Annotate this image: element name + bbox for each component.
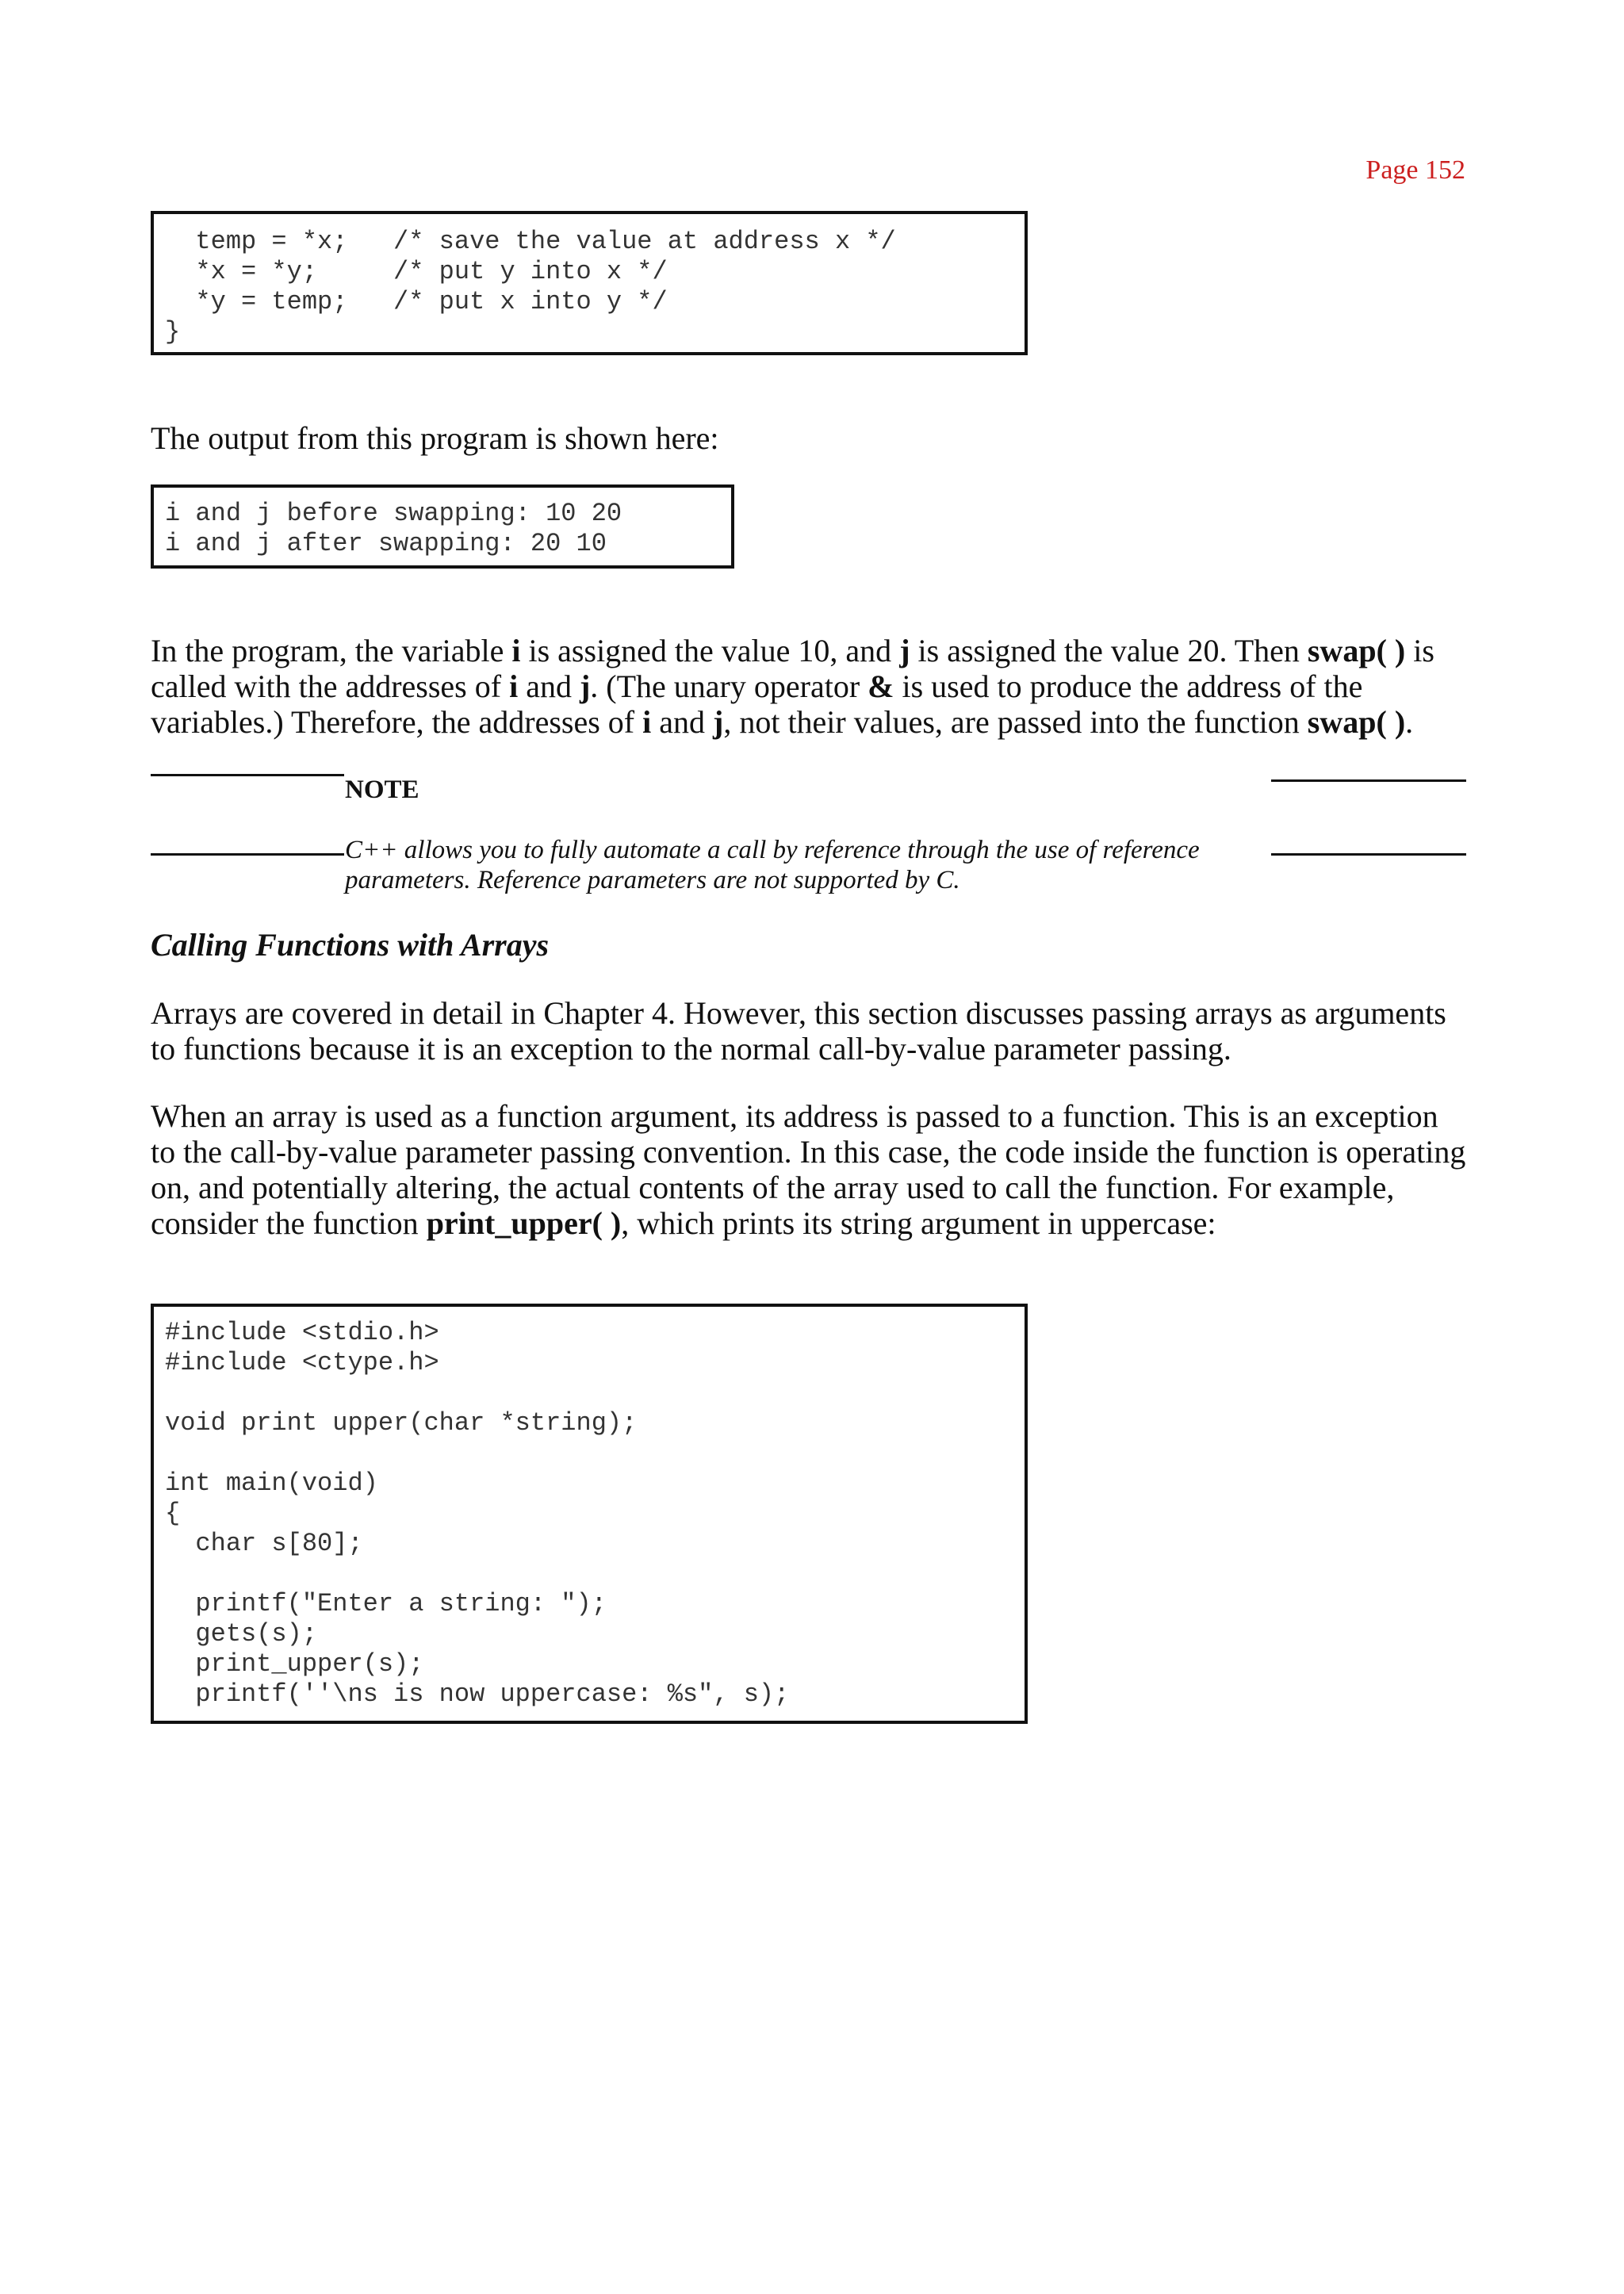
program-output-block: [151, 484, 734, 569]
text-run: , which prints its string argument in uppercase:: [621, 1205, 1216, 1241]
text-run: is assigned the value 20. Then: [910, 633, 1308, 668]
var-i: i: [642, 704, 652, 740]
text-run: .: [1405, 704, 1414, 740]
text-run: . (The unary operator: [590, 668, 868, 704]
func-swap: swap( ): [1307, 704, 1406, 740]
arrays-paragraph: Arrays are covered in detail in Chapter 4. However, this section discusses passing arrays as arguments to functions because it is an exception to the normal call-by-value parameter passing.: [151, 995, 1446, 1067]
func-swap: swap( ): [1307, 633, 1406, 668]
text-run: In the program, the variable: [151, 633, 512, 668]
var-i: i: [509, 668, 519, 704]
operator-ampersand: &: [868, 668, 894, 704]
code-lines: #include <stdio.h> #include <ctype.h> void print upper(char *string); int main(void) { char s[80]; printf("Enter a string: "); gets(s); print_upper(s); printf(''\ns is now uppercase: %s", s);: [165, 1318, 790, 1709]
note-text: C++ allows you to fully automate a call by reference through the use of reference parameters. Reference parameters are not supported by C.: [345, 836, 1200, 894]
section-heading: Calling Functions with Arrays: [151, 927, 550, 963]
code-block-print-upper: [151, 1304, 1028, 1724]
text-run: is assigned the value 10, and: [520, 633, 900, 668]
var-j: j: [579, 668, 591, 704]
func-print-upper: print_upper( ): [426, 1205, 622, 1241]
var-j: j: [899, 633, 910, 668]
note-rule-top-right: [1271, 779, 1466, 782]
array-argument-paragraph: [151, 1098, 1467, 1241]
text-run: , not their values, are passed into the function: [723, 704, 1308, 740]
note-label: NOTE: [345, 776, 419, 804]
explanation-paragraph: [151, 633, 1467, 740]
output-intro: The output from this program is shown here:: [151, 420, 719, 456]
text-run: and: [518, 668, 580, 704]
code-block-swap-end: [151, 211, 1028, 355]
page-number: Page 152: [1365, 155, 1465, 185]
note-rule-bottom-right: [1271, 853, 1466, 856]
note-rule-bottom-left: [151, 853, 344, 856]
output-lines: i and j before swapping: 10 20 i and j after swapping: 20 10: [165, 499, 622, 558]
text-run: and: [651, 704, 713, 740]
text-run: is called with the addresses of: [151, 633, 1434, 704]
var-j: j: [713, 704, 724, 740]
text-run: is used to produce the address of the variables.) Therefore, the addresses of: [151, 668, 1363, 740]
code-lines: temp = *x; /* save the value at address x */ *x = *y; /* put y into x */ *y = temp; /* put x into y */ }: [165, 227, 896, 347]
note-rule-top-left: [151, 774, 344, 776]
text-run: When an array is used as a function argument, its address is passed to a function. This is an exception to the call-by-value parameter passing convention. In this case, the code inside the function is operating on, and potentially altering, the actual contents of the array used to call the function. For example, consider the function: [151, 1098, 1466, 1241]
var-i: i: [511, 633, 521, 668]
